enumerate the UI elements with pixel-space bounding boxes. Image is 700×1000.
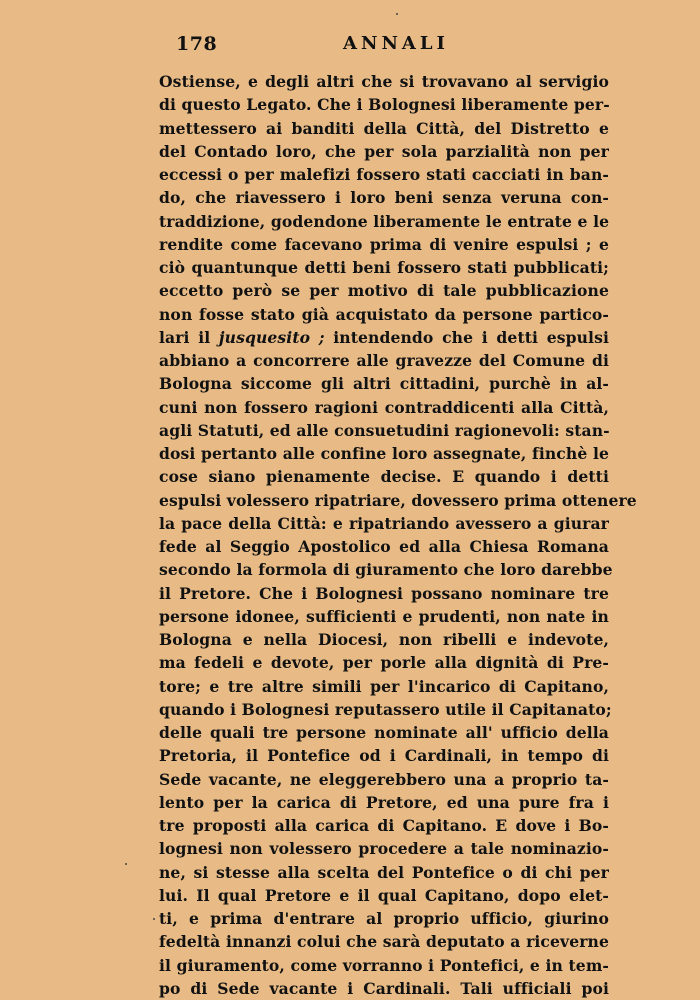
text-segment: dosi pertanto alle confine loro assegnate, finchè le xyxy=(159,444,609,463)
text-segment: do, che riavessero i loro beni senza veruna con- xyxy=(159,188,609,208)
print-speck xyxy=(153,918,155,920)
text-line xyxy=(159,605,609,628)
text-line xyxy=(159,93,609,116)
text-segment: cuni non fossero ragioni contraddicenti alla Città, xyxy=(159,397,609,417)
text-segment: lognesi non volessero procedere a tale nominazio- xyxy=(159,839,609,859)
text-line xyxy=(159,721,609,744)
text-line xyxy=(159,140,609,163)
text-line xyxy=(159,419,609,442)
body-text xyxy=(159,70,637,1000)
text-segment: tre proposti alla carica di Capitano. E dove i Bo- xyxy=(159,816,609,835)
text-segment: lari il xyxy=(159,327,219,347)
text-line xyxy=(159,535,609,558)
text-line xyxy=(159,349,609,372)
text-segment: Ostiense, e degli altri che si trovavano al servigio xyxy=(159,72,609,91)
text-line xyxy=(159,768,609,791)
text-segment: quando i Bolognesi reputassero utile il Capitanato; xyxy=(159,699,612,719)
text-segment: il Pretore. Che i Bolognesi possano nominare tre xyxy=(159,583,609,603)
text-line xyxy=(159,396,609,419)
text-line xyxy=(159,907,609,930)
text-line xyxy=(159,744,609,767)
text-segment: po di Sede vacante i Cardinali. Tali ufficiali poi xyxy=(159,978,609,998)
text-segment: fedeltà innanzi colui che sarà deputato a riceverne xyxy=(159,932,609,952)
text-segment: del Contado loro, che per sola parzialità non per xyxy=(159,141,609,161)
print-speck xyxy=(396,13,398,15)
text-line xyxy=(159,442,609,465)
text-line xyxy=(159,651,609,674)
text-line xyxy=(159,372,609,395)
text-segment: intendendo che i detti espulsi xyxy=(324,327,609,347)
text-segment: traddizione, godendone liberamente le entrate e le xyxy=(159,211,610,231)
text-segment: di questo Legato. Che i Bolognesi liberamente per- xyxy=(159,95,610,115)
text-line xyxy=(159,954,609,977)
text-line xyxy=(159,814,609,837)
italic-term: jusquesito ; xyxy=(218,327,325,347)
text-segment: non fosse stato già acquistato da persone partico- xyxy=(159,304,609,324)
text-segment: espulsi volessero ripatriare, dovessero prima ottenere xyxy=(159,490,637,510)
text-line xyxy=(159,465,609,488)
text-segment: agli Statuti, ed alle consuetudini ragionevoli: stan- xyxy=(159,420,610,440)
text-line xyxy=(159,117,609,140)
text-line xyxy=(159,326,609,349)
text-segment: eccetto però se per motivo di tale pubblicazione xyxy=(159,281,609,301)
text-line xyxy=(159,70,609,93)
text-line xyxy=(159,512,609,535)
text-segment: il giuramento, come vorranno i Pontefici, e in tem- xyxy=(159,955,609,975)
text-line xyxy=(159,186,609,209)
text-segment: persone idonee, sufficienti e prudenti, non nate in xyxy=(159,606,609,626)
text-line xyxy=(159,233,609,256)
text-segment: ti, e prima d'entrare al proprio ufficio, giurino xyxy=(159,909,609,928)
running-title: ANNALI xyxy=(343,33,449,54)
text-segment: secondo la formola di giuramento che loro darebbe xyxy=(159,560,613,580)
text-line xyxy=(159,558,613,581)
text-segment: Sede vacante, ne eleggerebbero una a proprio ta- xyxy=(159,769,609,789)
text-segment: cose siano pienamente decise. E quando i detti xyxy=(159,467,609,487)
text-line xyxy=(159,210,609,233)
text-line xyxy=(159,489,637,512)
text-segment: lui. Il qual Pretore e il qual Capitano, dopo elet- xyxy=(159,885,609,905)
page-number: 178 xyxy=(176,33,218,55)
text-line xyxy=(159,279,609,302)
text-line xyxy=(159,837,609,860)
print-speck xyxy=(125,863,127,865)
text-segment: Bologna siccome gli altri cittadini, purchè in al- xyxy=(159,374,609,394)
text-segment: fede al Seggio Apostolico ed alla Chiesa Romana xyxy=(159,537,609,556)
text-segment: eccessi o per malefizi fossero stati cacciati in ban- xyxy=(159,165,609,184)
text-line xyxy=(159,675,609,698)
text-segment: mettessero ai banditi della Città, del Distretto e xyxy=(159,118,609,138)
text-segment: tore; e tre altre simili per l'incarico di Capitano, xyxy=(159,676,609,696)
text-segment: ma fedeli e devote, per porle alla dignità di Pre- xyxy=(159,653,609,673)
page-header xyxy=(176,33,616,59)
text-segment: lento per la carica di Pretore, ed una pure fra i xyxy=(159,792,609,812)
text-line xyxy=(159,163,609,186)
text-segment: Bologna e nella Diocesi, non ribelli e indevote, xyxy=(159,630,609,649)
text-segment: rendite come facevano prima di venire espulsi ; e xyxy=(159,234,609,254)
text-line xyxy=(159,791,609,814)
text-line xyxy=(159,698,612,721)
text-line xyxy=(159,303,609,326)
text-segment: delle quali tre persone nominate all' ufficio della xyxy=(159,723,609,742)
text-line xyxy=(159,861,609,884)
text-line xyxy=(159,628,609,651)
text-line xyxy=(159,977,609,1000)
text-segment: la pace della Città: e ripatriando avessero a giurar xyxy=(159,513,609,533)
text-segment: abbiano a concorrere alle gravezze del Comune di xyxy=(159,351,609,370)
text-segment: ne, si stesse alla scelta del Pontefice o di chi per xyxy=(159,862,609,882)
text-segment: ciò quantunque detti beni fossero stati pubblicati; xyxy=(159,258,609,277)
text-line xyxy=(159,256,609,279)
text-segment: Pretoria, il Pontefice od i Cardinali, in tempo di xyxy=(159,746,609,766)
text-line xyxy=(159,884,609,907)
text-line xyxy=(159,582,609,605)
